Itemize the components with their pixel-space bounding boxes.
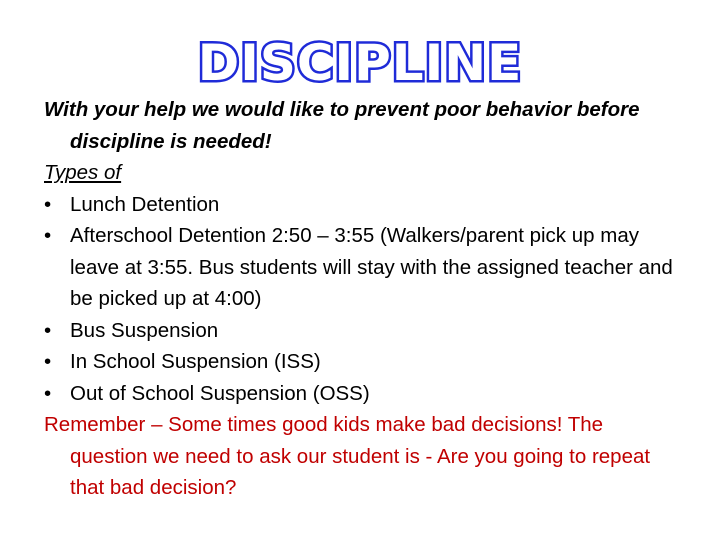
remember-text: Remember – Some times good kids make bad decisions! The question we need to ask our student is - Are you going to repeat that bad decision? — [44, 413, 651, 499]
bullet-item — [44, 378, 684, 410]
bullet-text: Bus Suspension — [70, 318, 219, 342]
bullet-item — [44, 220, 684, 315]
bullet-item — [44, 189, 684, 221]
types-heading: Types of — [44, 161, 122, 184]
slide-title: DISCIPLINE — [197, 34, 523, 92]
bullet-item — [44, 346, 684, 378]
bullet-icon: • — [44, 192, 52, 216]
bullet-icon: • — [44, 350, 52, 373]
bullet-icon: • — [44, 318, 52, 342]
intro-text: With your help we would like to prevent poor behavior before discipline is needed! — [44, 98, 640, 153]
bullet-icon: • — [44, 224, 52, 247]
bullet-item — [44, 315, 684, 347]
bullet-text: In School Suspension (ISS) — [70, 350, 321, 373]
bullet-icon: • — [44, 381, 52, 405]
bullet-text: Afterschool Detention 2:50 – 3:55 (Walkers/parent pick up may leave at 3:55. Bus students will stay with the assigned teacher and be picked up at 4:00) — [70, 224, 673, 310]
bullet-text: Out of School Suspension (OSS) — [70, 381, 370, 405]
bullet-text: Lunch Detention — [70, 192, 220, 216]
slide-body — [44, 94, 684, 504]
